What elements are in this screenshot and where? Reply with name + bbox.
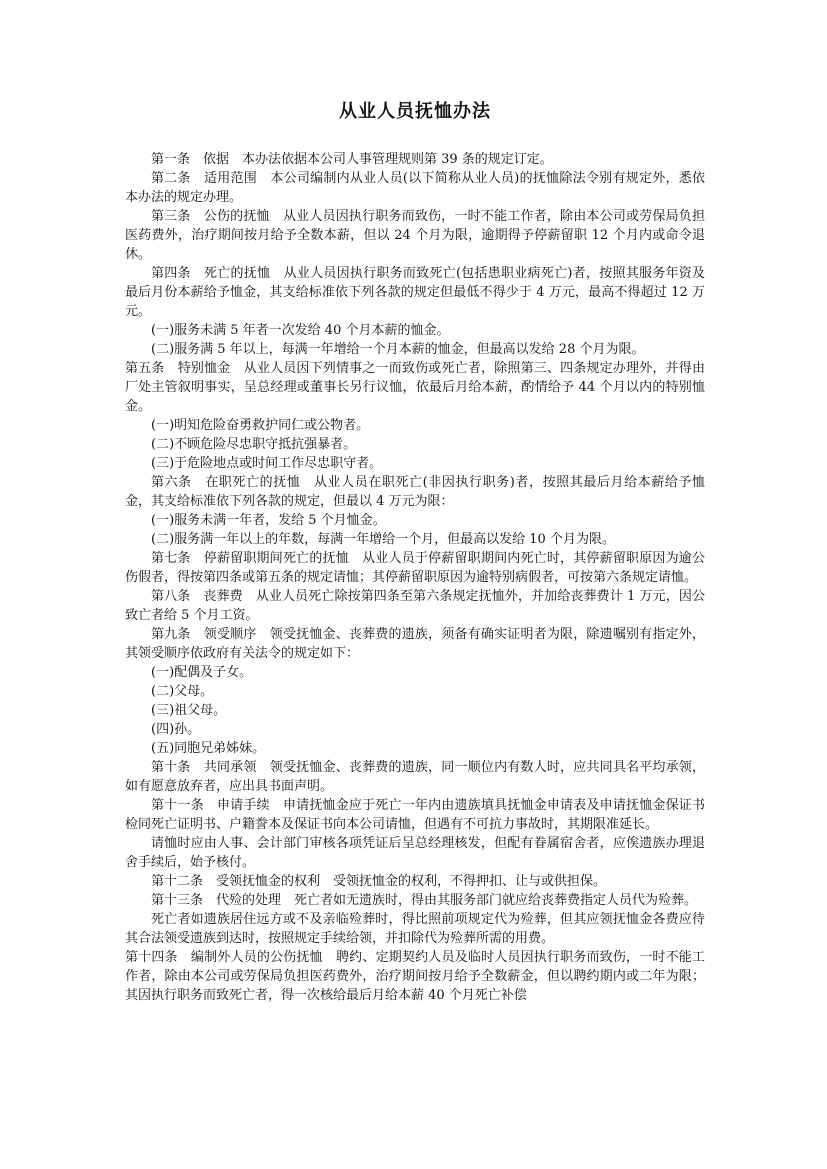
paragraph: 第七条 停薪留职期间死亡的抚恤 从业人员于停薪留职期间内死亡时，其停薪留职原因为逾公伤假者，得按第四条或第五条的规定请恤；其停薪留职原因为逾特别病假者，可按第六条规定请恤。 (125, 551, 705, 585)
paragraph: 第九条 领受顺序 领受抚恤金、丧葬费的遗族，须备有确实证明者为限，除遗嘱别有指定外，其领受顺序依政府有关法令的规定如下： (125, 627, 705, 661)
paragraph: (一)配偶及子女。 (151, 665, 253, 680)
paragraph: 第二条 适用范围 本公司编制内从业人员(以下简称从业人员)的抚恤除法令别有规定外，悉依本办法的规定办理。 (125, 171, 705, 205)
paragraph: 请恤时应由人事、会计部门审核各项凭证后呈总经理核发，但配有眷属宿舍者，应俟遗族办理退舍手续后，始予核付。 (125, 836, 705, 870)
paragraph: (五)同胞兄弟姊妹。 (151, 741, 266, 756)
paragraph: 第四条 死亡的抚恤 从业人员因执行职务而致死亡(包括患职业病死亡)者，按照其服务年资及最后月份本薪给予恤金，其支给标准依下列各款的规定但最低不得少于 4 万元，最高不得超过 12 万元。 (125, 266, 705, 319)
paragraph: (四)孙。 (151, 722, 201, 737)
paragraph: (一)明知危险奋勇救护同仁或公物者。 (151, 418, 370, 433)
paragraph: 第三条 公伤的抚恤 从业人员因执行职务而致伤，一时不能工作者，除由本公司或劳保局负担医药费外，治疗期间按月给予全数本薪，但以 24 个月为限，逾期得予停薪留职 12 个月内或命令退休。 (125, 209, 705, 262)
paragraph: (一)服务未满一年者，发给 5 个月恤金。 (151, 513, 386, 528)
document-title: 从业人员抚恤办法 (339, 101, 491, 122)
paragraph: 第五条 特别恤金 从业人员因下列情事之一而致伤或死亡者，除照第三、四条规定办理外，并得由厂处主管叙明事实，呈总经理或董事长另行议恤，依最后月给本薪，酌情给予 44 个月以内的特别恤金。 (125, 361, 705, 414)
paragraph: (二)服务满一年以上的年数，每满一年增给一个月，但最高以发给 10 个月为限。 (151, 532, 615, 547)
paragraph: 第六条 在职死亡的抚恤 从业人员在职死亡(非因执行职务)者，按照其最后月给本薪给予恤金，其支给标准依下列各款的规定，但最以 4 万元为限： (125, 475, 705, 509)
paragraph: (二)服务满 5 年以上，每满一年增给一个月本薪的恤金，但最高以发给 28 个月为限。 (151, 342, 645, 357)
paragraph: (一)服务未满 5 年者一次发给 40 个月本薪的恤金。 (151, 323, 450, 338)
paragraph: 死亡者如遗族居住远方或不及亲临殓葬时，得比照前项规定代为殓葬，但其应领抚恤金各费应待其合法领受遗族到达时，按照规定手续给领，并扣除代为殓葬所需的用费。 (125, 912, 705, 946)
document-body (125, 150, 705, 1005)
paragraph: (三)于危险地点或时间工作尽忠职守者。 (151, 456, 383, 471)
paragraph: 第一条 依据 本办法依据本公司人事管理规则第 39 条的规定订定。 (151, 152, 553, 167)
paragraph: 第十四条 编制外人员的公伤抚恤 聘约、定期契约人员及临时人员因执行职务而致伤，一时不能工作者，除由本公司或劳保局负担医药费外，治疗期间按月给予全数薪金，但以聘约期内或二年为限；其因执行职务而致死亡者，得一次核给最后月给本薪 40 个月死亡补偿 (125, 950, 705, 1003)
paragraph: (二)父母。 (151, 684, 214, 699)
document-page (125, 100, 705, 1005)
paragraph: 第十三条 代殓的处理 死亡者如无遗族时，得由其服务部门就应给丧葬费指定人员代为殓葬。 (151, 893, 698, 908)
paragraph: 第十一条 申请手续 申请抚恤金应于死亡一年内由遗族填具抚恤金申请表及申请抚恤金保证书检同死亡证明书、户籍誊本及保证书向本公司请恤，但遇有不可抗力事故时，其期限准延长。 (125, 798, 705, 832)
paragraph: 第十二条 受领抚恤金的权利 受领抚恤金的权利，不得押扣、让与或供担保。 (151, 874, 607, 889)
paragraph: (三)祖父母。 (151, 703, 227, 718)
paragraph: 第十条 共同承领 领受抚恤金、丧葬费的遗族，同一顺位内有数人时，应共同具名平均承领，如有愿意放弃者，应出具书面声明。 (125, 760, 705, 794)
paragraph: (二)不顾危险尽忠职守抵抗强暴者。 (151, 437, 357, 452)
paragraph: 第八条 丧葬费 从业人员死亡除按第四条至第六条规定抚恤外，并加给丧葬费计 1 万元，因公致亡者给 5 个月工资。 (125, 589, 705, 623)
